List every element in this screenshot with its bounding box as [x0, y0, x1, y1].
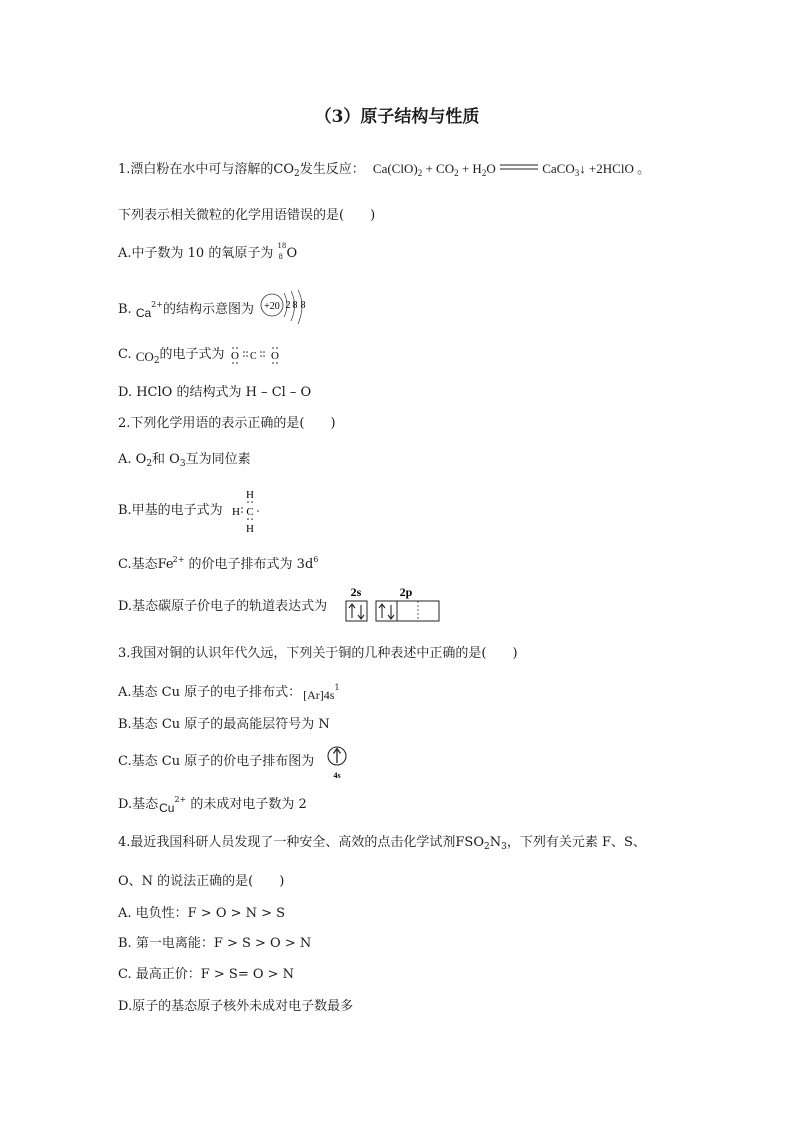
option-text-3: 互为同位素 [185, 452, 251, 467]
ion-symbol: Ca [135, 306, 152, 320]
eq-caco3: CaCO [542, 161, 575, 176]
electron-arrows [349, 604, 394, 619]
cu-4s-orbital-diagram [325, 745, 349, 781]
carbon: C [246, 506, 254, 518]
ca-ion-structure-diagram [258, 290, 316, 328]
h-bottom: H [246, 523, 254, 535]
q4-stem-text-3: ，下列有关元素 F、S、 [506, 835, 646, 850]
option-text: A.中子数为 10 的氧原子为 [118, 246, 278, 261]
q2-option-c [118, 551, 318, 574]
option-text-2: 的价电子排布式为 3d [184, 557, 314, 572]
superscript: 6 [313, 555, 319, 564]
eq-o: O [486, 161, 496, 176]
molecule: CO [135, 349, 154, 364]
subscript-2: 3 [501, 842, 507, 852]
eq-co2: + CO [422, 161, 455, 176]
q3-option-a [118, 679, 340, 704]
option-text: C.基态 Cu 原子的价电子排布图为 [118, 754, 315, 769]
orbital-label-2s: 2s [350, 585, 362, 599]
eq-end: 。 [633, 161, 651, 176]
page-title: （3）原子结构与性质 [314, 107, 480, 127]
subscript-2: 3 [179, 459, 186, 469]
q4-option-d: D.原子的基态原子核外未成对电子数最多 [118, 999, 354, 1014]
eq-caclo: Ca(ClO) [372, 161, 418, 176]
eq-hclo: +2HClO [585, 161, 634, 176]
h-left: H [232, 506, 240, 518]
q4-stem-text: 4.最近我国科研人员发现了一种安全、高效的点击化学试剂FSO [118, 835, 484, 850]
mass-number: 18 [277, 242, 287, 250]
q2-option-b [118, 502, 223, 520]
subscript: 2 [146, 459, 153, 469]
equals-sign-icon [499, 163, 539, 171]
q1-option-b [118, 296, 254, 322]
atomic-number: 8 [278, 253, 283, 261]
eq-h2o: + H [458, 161, 482, 176]
option-text: B.甲基的电子式为 [118, 503, 223, 518]
q1-stem-text: 1.漂白粉在水中可与溶解的CO [118, 162, 295, 177]
option-label: C. [118, 347, 136, 362]
shell-3-electrons: 8 [300, 300, 306, 311]
q2-option-a [118, 451, 251, 473]
ion-charge: 2+ [174, 795, 187, 804]
option-label: B. [118, 302, 136, 317]
option-text: D.基态碳原子价电子的轨道表达式为 [118, 599, 328, 614]
q4-stem-line2: O、N 的说法正确的是( ) [118, 874, 285, 889]
q4-stem [118, 834, 646, 856]
subscript: 2 [484, 842, 490, 852]
carbon-orbital-diagram [344, 583, 442, 625]
orbital-label-4s: 4s [333, 771, 341, 780]
q1-option-d: D. HClO 的结构式为 H – Cl – O [118, 385, 312, 400]
shell-2-electrons: 8 [292, 300, 298, 311]
option-text: 的电子式为 [159, 347, 225, 362]
methyl-electron-formula [231, 486, 269, 536]
electron-config: [Ar]4s [303, 688, 335, 702]
nucleus-charge: +20 [264, 301, 280, 312]
q3-option-c [118, 753, 314, 771]
oxygen-1: O [231, 350, 239, 362]
q1-option-c [118, 346, 225, 370]
option-text: A. O [118, 452, 147, 467]
superscript: 1 [334, 683, 340, 692]
q1-stem-text-2: 发生反应： [299, 162, 365, 177]
molecule-subscript: 2 [153, 356, 160, 366]
shell-1-electrons: 2 [285, 300, 291, 311]
option-text-2: 和 O [152, 452, 180, 467]
orbital-label-2p: 2p [399, 585, 413, 599]
option-text: A.基态 Cu 原子的电子排布式： [118, 685, 302, 700]
ion-symbol: Cu [159, 801, 175, 815]
q1-stem: 1.漂白粉在水中可与溶解的$CO_2$发生反应： $Ca(ClO)_2 + CO_2 + H_2O$ CaCO$_3$↓ +2HClO 。 [118, 161, 651, 179]
element-symbol: O [286, 246, 298, 261]
down-arrow-icon: ↓ [579, 161, 586, 176]
q4-option-a: A. 电负性：F > O > N > S [118, 906, 286, 921]
q3-option-b: B.基态 Cu 原子的最高能层符号为 N [118, 717, 330, 732]
option-text: D.基态 [118, 797, 159, 812]
option-text-2: 的未成对电子数为 2 [186, 797, 307, 812]
q2-stem: 2.下列化学用语的表示正确的是( ) [118, 416, 336, 431]
carbon: C [250, 351, 257, 362]
q4-option-b: B. 第一电离能：F > S > O > N [118, 936, 312, 951]
q2-option-d [118, 598, 327, 616]
co2-electron-dot-formula [230, 343, 282, 367]
q3-option-d [118, 791, 307, 817]
ion-charge: 2+ [172, 555, 185, 564]
q1-equation: $Ca(ClO)_2 + CO_2 + H_2O$ CaCO$_3$↓ +2HClO 。 [372, 161, 651, 178]
ion-charge: 2+ [151, 300, 163, 309]
nuclide-notation [277, 244, 286, 260]
q1-option-a [118, 244, 297, 263]
q4-option-c: C. 最高正价：F > S= O > N [118, 967, 295, 982]
q4-stem-text-2: N [489, 835, 502, 850]
q1-prompt: 下列表示相关微粒的化学用语错误的是( ) [118, 208, 376, 223]
option-text: C.基态Fe [118, 557, 174, 572]
option-text: 的结构示意图为 [162, 302, 254, 317]
h-top: H [246, 489, 254, 501]
q3-stem: 3.我国对铜的认识年代久远，下列关于铜的几种表述中正确的是( ) [118, 646, 518, 661]
oxygen-2: O [271, 350, 279, 362]
